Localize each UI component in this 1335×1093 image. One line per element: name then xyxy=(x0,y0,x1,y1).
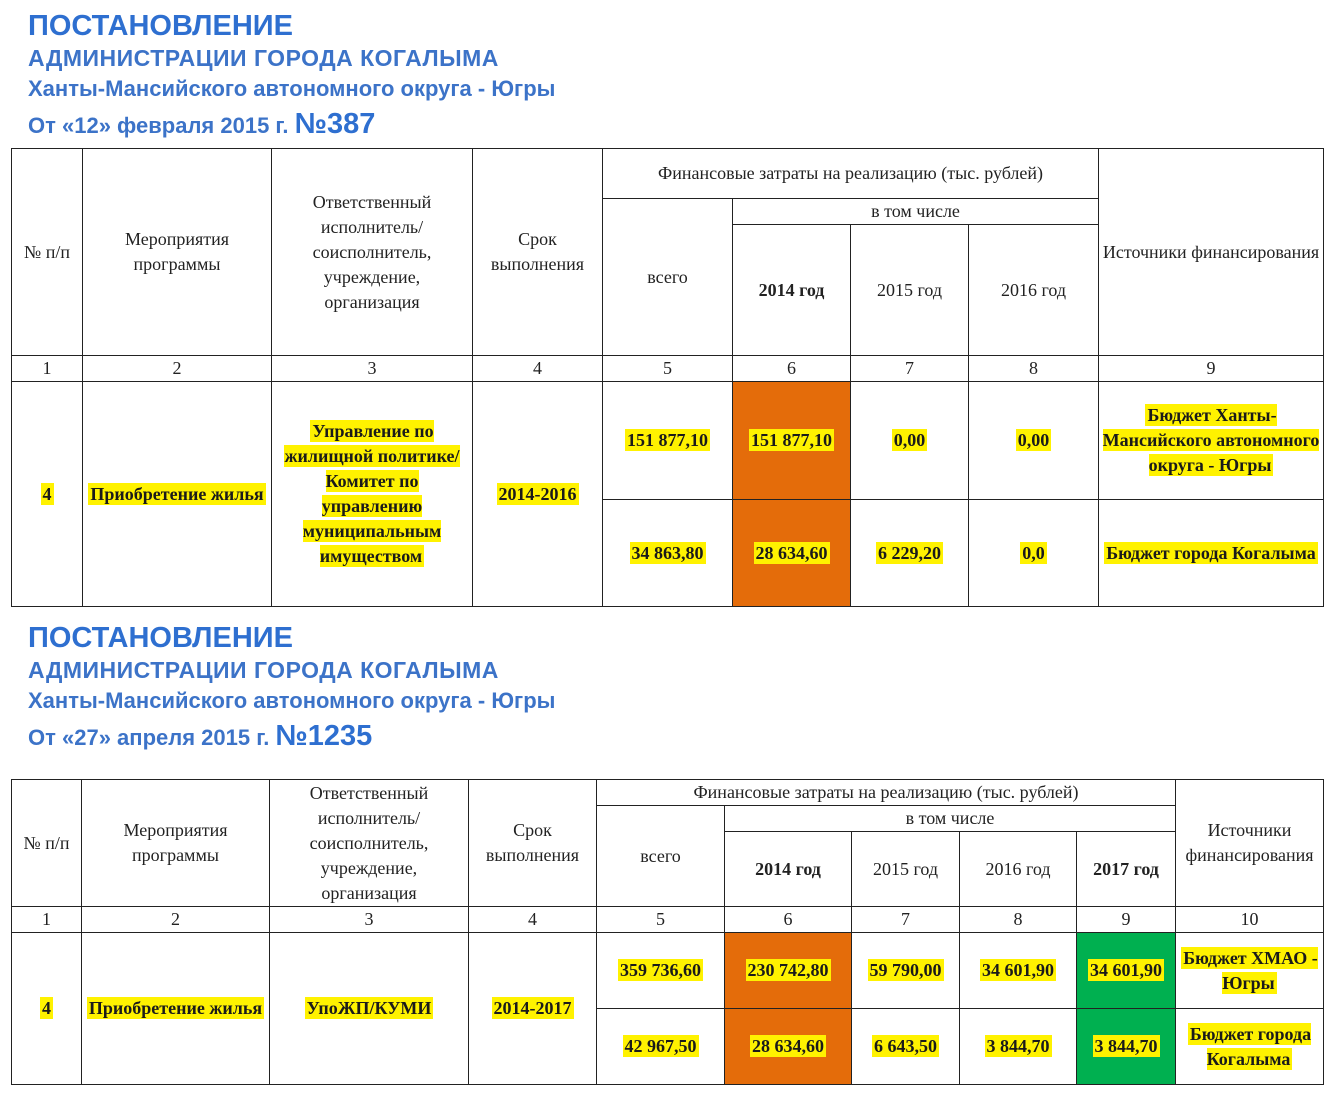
doc2-col-3: 3 xyxy=(270,907,469,933)
doc2-h-term: Срок выполнения xyxy=(469,780,597,907)
doc2-table xyxy=(11,779,1324,1085)
doc1-col-3: 3 xyxy=(272,356,473,382)
doc1-row-event: Приобретение жилья xyxy=(90,483,264,504)
doc2-h-2016: 2016 год xyxy=(960,832,1077,907)
doc1-table xyxy=(11,148,1324,607)
doc2-date: От «27» апреля 2015 г. xyxy=(28,725,276,750)
doc1-r1-total: 151 877,10 xyxy=(627,430,708,450)
doc1-r1-2014: 151 877,10 xyxy=(751,430,832,450)
doc1-h-src: Источники финансирования xyxy=(1099,149,1324,356)
doc1-h-incl: в том числе xyxy=(733,199,1099,225)
doc2-h-2014: 2014 год xyxy=(725,832,852,907)
doc2-h-src: Источники финансирования xyxy=(1176,780,1324,907)
doc1-col-6: 6 xyxy=(733,356,851,382)
doc2-date-line xyxy=(28,722,372,751)
doc2-h-event: Мероприятия программы xyxy=(82,780,270,907)
doc1-date-line xyxy=(28,110,375,139)
doc2-h-total: всего xyxy=(597,806,725,907)
doc1-r2-2016: 0,0 xyxy=(1022,542,1045,563)
doc2-h-num: № п/п xyxy=(12,780,82,907)
doc2-col-8: 8 xyxy=(960,907,1077,933)
doc1-r2-total: 34 863,80 xyxy=(631,542,704,563)
doc1-row-resp: Управление по жилищной политике/Комитет по управлению муниципальным имуществом xyxy=(284,421,460,566)
doc2-r1-total: 359 736,60 xyxy=(620,960,701,980)
doc1-col-4: 4 xyxy=(473,356,603,382)
doc2-h-2015: 2015 год xyxy=(852,832,960,907)
doc1-col-2: 2 xyxy=(83,356,272,382)
doc1-h-2014: 2014 год xyxy=(733,225,851,356)
doc2-r2-2017: 3 844,70 xyxy=(1094,1036,1158,1056)
doc2-col-1: 1 xyxy=(12,907,82,933)
doc2-col-4: 4 xyxy=(469,907,597,933)
doc2-row-num: 4 xyxy=(42,998,51,1018)
doc2-r1-2016: 34 601,90 xyxy=(982,960,1054,980)
doc1-h-2016: 2016 год xyxy=(969,225,1099,356)
doc1-col-5: 5 xyxy=(603,356,733,382)
doc2-col-2: 2 xyxy=(82,907,270,933)
doc1-date: От «12» февраля 2015 г. xyxy=(28,113,295,138)
doc1-col-9: 9 xyxy=(1099,356,1324,382)
doc2-r1-src: Бюджет ХМАО - Югры xyxy=(1183,947,1318,993)
doc2-r2-total: 42 967,50 xyxy=(624,1036,697,1056)
doc2-r1-2015: 59 790,00 xyxy=(869,960,942,980)
doc2-h-fin: Финансовые затраты на реализацию (тыс. рублей) xyxy=(597,780,1176,806)
doc2-r2-src: Бюджет города Когалыма xyxy=(1189,1023,1312,1069)
doc2-col-10: 10 xyxy=(1176,907,1324,933)
doc2-col-9: 9 xyxy=(1077,907,1176,933)
doc1-h-resp: Ответственный исполнитель/соисполнитель, учреждение, организация xyxy=(272,149,473,356)
doc1-number: №387 xyxy=(294,108,376,140)
doc1-col-8: 8 xyxy=(969,356,1099,382)
doc2-h-incl: в том числе xyxy=(725,806,1176,832)
doc2-admin: АДМИНИСТРАЦИИ ГОРОДА КОГАЛЫМА xyxy=(28,657,499,683)
doc1-r1-2015: 0,00 xyxy=(893,430,926,450)
doc2-r2-2014: 28 634,60 xyxy=(752,1036,824,1056)
doc1-h-event: Мероприятия программы xyxy=(83,149,272,356)
doc1-h-num: № п/п xyxy=(12,149,83,356)
doc1-col-1: 1 xyxy=(12,356,83,382)
doc1-h-total: всего xyxy=(603,199,733,356)
doc1-h-term: Срок выполнения xyxy=(473,149,603,356)
doc2-col-5: 5 xyxy=(597,907,725,933)
doc1-col-7: 7 xyxy=(851,356,969,382)
doc2-row-resp: УпоЖП/КУМИ xyxy=(306,998,432,1018)
doc1-region: Ханты-Мансийского автономного округа - Югры xyxy=(28,76,556,101)
doc1-row-num: 4 xyxy=(42,483,52,504)
doc2-col-6: 6 xyxy=(725,907,852,933)
doc2-title: ПОСТАНОВЛЕНИЕ xyxy=(28,622,293,654)
doc1-title: ПОСТАНОВЛЕНИЕ xyxy=(28,10,293,42)
doc1-r1-2016: 0,00 xyxy=(1017,430,1050,450)
doc2-number: №1235 xyxy=(275,720,373,752)
doc1-h-2015: 2015 год xyxy=(851,225,969,356)
doc2-r1-2014: 230 742,80 xyxy=(747,960,829,980)
doc2-r1-2017: 34 601,90 xyxy=(1090,960,1162,980)
doc2-row-term: 2014-2017 xyxy=(493,998,572,1018)
doc2-col-7: 7 xyxy=(852,907,960,933)
doc1-r1-src: Бюджет Ханты-Мансийского автономного округа - Югры xyxy=(1102,405,1320,475)
doc1-r2-2015: 6 229,20 xyxy=(878,542,941,563)
doc2-region: Ханты-Мансийского автономного округа - Югры xyxy=(28,688,556,713)
doc1-admin: АДМИНИСТРАЦИИ ГОРОДА КОГАЛЫМА xyxy=(28,45,499,71)
doc2-r2-2015: 6 643,50 xyxy=(874,1036,937,1056)
doc2-r2-2016: 3 844,70 xyxy=(986,1036,1050,1056)
doc1-r2-2014: 28 634,60 xyxy=(755,542,828,563)
doc1-h-fin: Финансовые затраты на реализацию (тыс. рублей) xyxy=(603,149,1099,199)
doc1-row-term: 2014-2016 xyxy=(498,483,577,504)
doc2-row-event: Приобретение жилья xyxy=(88,998,263,1018)
doc1-r2-src: Бюджет города Когалыма xyxy=(1106,542,1316,563)
doc2-h-2017: 2017 год xyxy=(1077,832,1176,907)
doc2-h-resp: Ответственный исполнитель/соисполнитель, учреждение, организация xyxy=(270,780,469,907)
